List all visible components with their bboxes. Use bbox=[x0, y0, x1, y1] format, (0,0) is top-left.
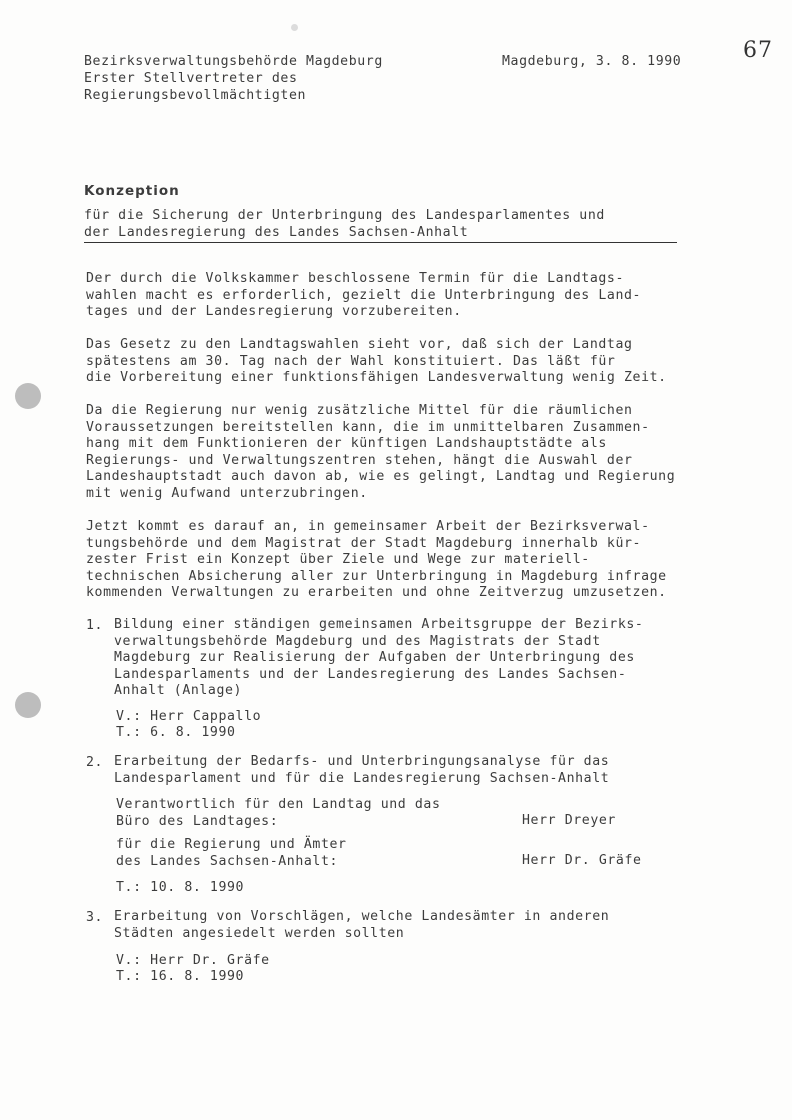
item-2-resp-regierung-name: Herr Dr. Gräfe bbox=[522, 853, 642, 868]
paragraph-1: Der durch die Volkskammer beschlossene Termin für die Landtags- wahlen macht es erforderlich, gezielt die Unterbringung des Land- tages und der Landesregierung vorzubereiten. bbox=[86, 271, 642, 320]
paper-speck bbox=[291, 24, 298, 31]
item-2-text: Erarbeitung der Bedarfs- und Unterbringungsanalyse für das Landesparlament und für die Landesregierung Sachsen-Anhalt bbox=[114, 754, 610, 786]
title-underline bbox=[84, 242, 677, 243]
item-2-number: 2. bbox=[86, 755, 104, 770]
subtitle-line-2: der Landesregierung des Landes Sachsen-Anhalt bbox=[84, 225, 469, 240]
document-heading: Konzeption bbox=[84, 183, 180, 199]
item-1-responsible: V.: Herr Cappallo bbox=[116, 709, 262, 724]
sender-line-3: Regierungsbevollmächtigten bbox=[84, 88, 307, 103]
item-1-number: 1. bbox=[86, 618, 104, 633]
sender-line-2: Erster Stellvertreter des bbox=[84, 71, 298, 86]
place-date: Magdeburg, 3. 8. 1990 bbox=[502, 54, 682, 69]
item-3-text: Erarbeitung von Vorschlägen, welche Landesämter in anderen Städten angesiedelt werden sollten bbox=[114, 909, 610, 941]
item-3-responsible: V.: Herr Dr. Gräfe bbox=[116, 953, 270, 968]
sender-line-1: Bezirksverwaltungsbehörde Magdeburg bbox=[84, 54, 383, 69]
punch-hole-bottom bbox=[15, 692, 41, 718]
folio-number: 67 bbox=[743, 38, 773, 63]
paragraph-2: Das Gesetz zu den Landtagswahlen sieht vor, daß sich der Landtag spätestens am 30. Tag nach der Wahl konstituiert. Das läßt für die Vorbereitung einer funktionsfähigen Landesverwaltung wenig Zeit. bbox=[86, 337, 667, 386]
paragraph-3: Da die Regierung nur wenig zusätzliche Mittel für die räumlichen Voraussetzungen bereitstellen kann, die im unmittelbaren Zusammen- hang mit dem Funktionieren der künftigen Landshauptstädte als Regierungs- und Verwaltungszentren stehen, hängt die Auswahl der Landeshauptstadt auch davon ab, wie es gelingt, Landtag und Regierung mit wenig Aufwand unterzubringen. bbox=[86, 403, 676, 501]
item-2-resp-landtag-name: Herr Dreyer bbox=[522, 813, 616, 828]
item-2-resp-regierung: für die Regierung und Ämter des Landes Sachsen-Anhalt: bbox=[116, 837, 347, 869]
punch-hole-top bbox=[15, 383, 41, 409]
item-2-resp-landtag: Verantwortlich für den Landtag und das Büro des Landtages: bbox=[116, 797, 441, 829]
paragraph-4: Jetzt kommt es darauf an, in gemeinsamer Arbeit der Bezirksverwal- tungsbehörde und dem Magistrat der Stadt Magdeburg innerhalb kür- zester Frist ein Konzept über Ziele und Wege zur materiell- technischen Absicherung aller zur Unterbringung in Magdeburg infrage kommenden Verwaltungen zu erarbeiten und ohne Zeitverzug umzusetzen. bbox=[86, 519, 667, 601]
item-3-deadline: T.: 16. 8. 1990 bbox=[116, 969, 245, 984]
item-2-deadline: T.: 10. 8. 1990 bbox=[116, 880, 245, 895]
item-1-text: Bildung einer ständigen gemeinsamen Arbeitsgruppe der Bezirks- verwaltungsbehörde Magdeburg und des Magistrats der Stadt Magdeburg zur Realisierung der Aufgaben der Unterbringung des Landesparlaments und der Landesregierung des Landes Sachsen- Anhalt (Anlage) bbox=[114, 617, 644, 699]
item-3-number: 3. bbox=[86, 910, 104, 925]
item-1-deadline: T.: 6. 8. 1990 bbox=[116, 725, 236, 740]
subtitle-line-1: für die Sicherung der Unterbringung des Landesparlamentes und bbox=[84, 208, 605, 223]
